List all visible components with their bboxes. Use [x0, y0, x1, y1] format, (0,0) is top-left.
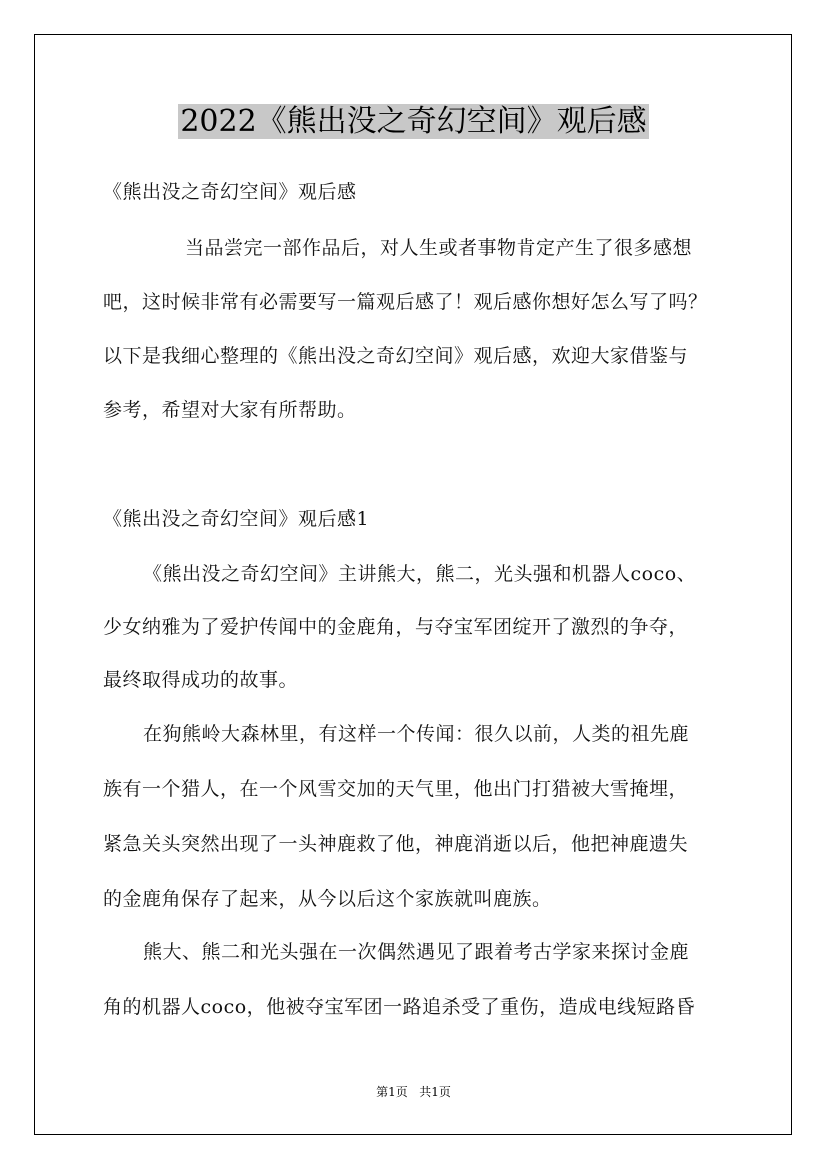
intro-line: 以下是我细心整理的《熊出没之奇幻空间》观后感，欢迎大家借鉴与: [103, 345, 689, 367]
paragraph-line: 最终取得成功的故事。: [103, 669, 299, 691]
paragraph-line: 的金鹿角保存了起来，从今以后这个家族就叫鹿族。: [103, 888, 552, 910]
paragraph-line: 紧急关头突然出现了一头神鹿救了他，神鹿消逝以后，他把神鹿遗失: [103, 833, 689, 855]
document-title: 2022《熊出没之奇幻空间》观后感: [180, 104, 647, 139]
page-total: 共1页: [419, 1085, 451, 1099]
paragraph-line: 少女纳雅为了爱护传闻中的金鹿角，与夺宝军团绽开了激烈的争夺，: [103, 616, 689, 638]
section-heading: 《熊出没之奇幻空间》观后感1: [103, 508, 370, 530]
page-number: 第1页: [376, 1085, 408, 1099]
intro-line: 当品尝完一部作品后，对人生或者事物肯定产生了很多感想: [185, 237, 693, 259]
document-subtitle: 《熊出没之奇幻空间》观后感: [103, 181, 357, 203]
intro-line: 参考，希望对大家有所帮助。: [103, 399, 357, 421]
intro-line: 吧，这时候非常有必需要写一篇观后感了！观后感你想好怎么写了吗？: [103, 291, 708, 313]
paragraph-line: 在狗熊岭大森林里，有这样一个传闻：很久以前，人类的祖先鹿: [143, 723, 690, 745]
page-footer: [0, 1083, 827, 1100]
paragraph-line: 熊大、熊二和光头强在一次偶然遇见了跟着考古学家来探讨金鹿: [143, 941, 690, 963]
paragraph-line: 角的机器人coco，他被夺宝军团一路追杀受了重伤，造成电线短路昏: [103, 996, 696, 1018]
paragraph-line: 《熊出没之奇幻空间》主讲熊大，熊二，光头强和机器人coco、: [143, 563, 697, 585]
paragraph-line: 族有一个猎人，在一个风雪交加的天气里，他出门打猎被大雪掩埋，: [103, 778, 689, 800]
